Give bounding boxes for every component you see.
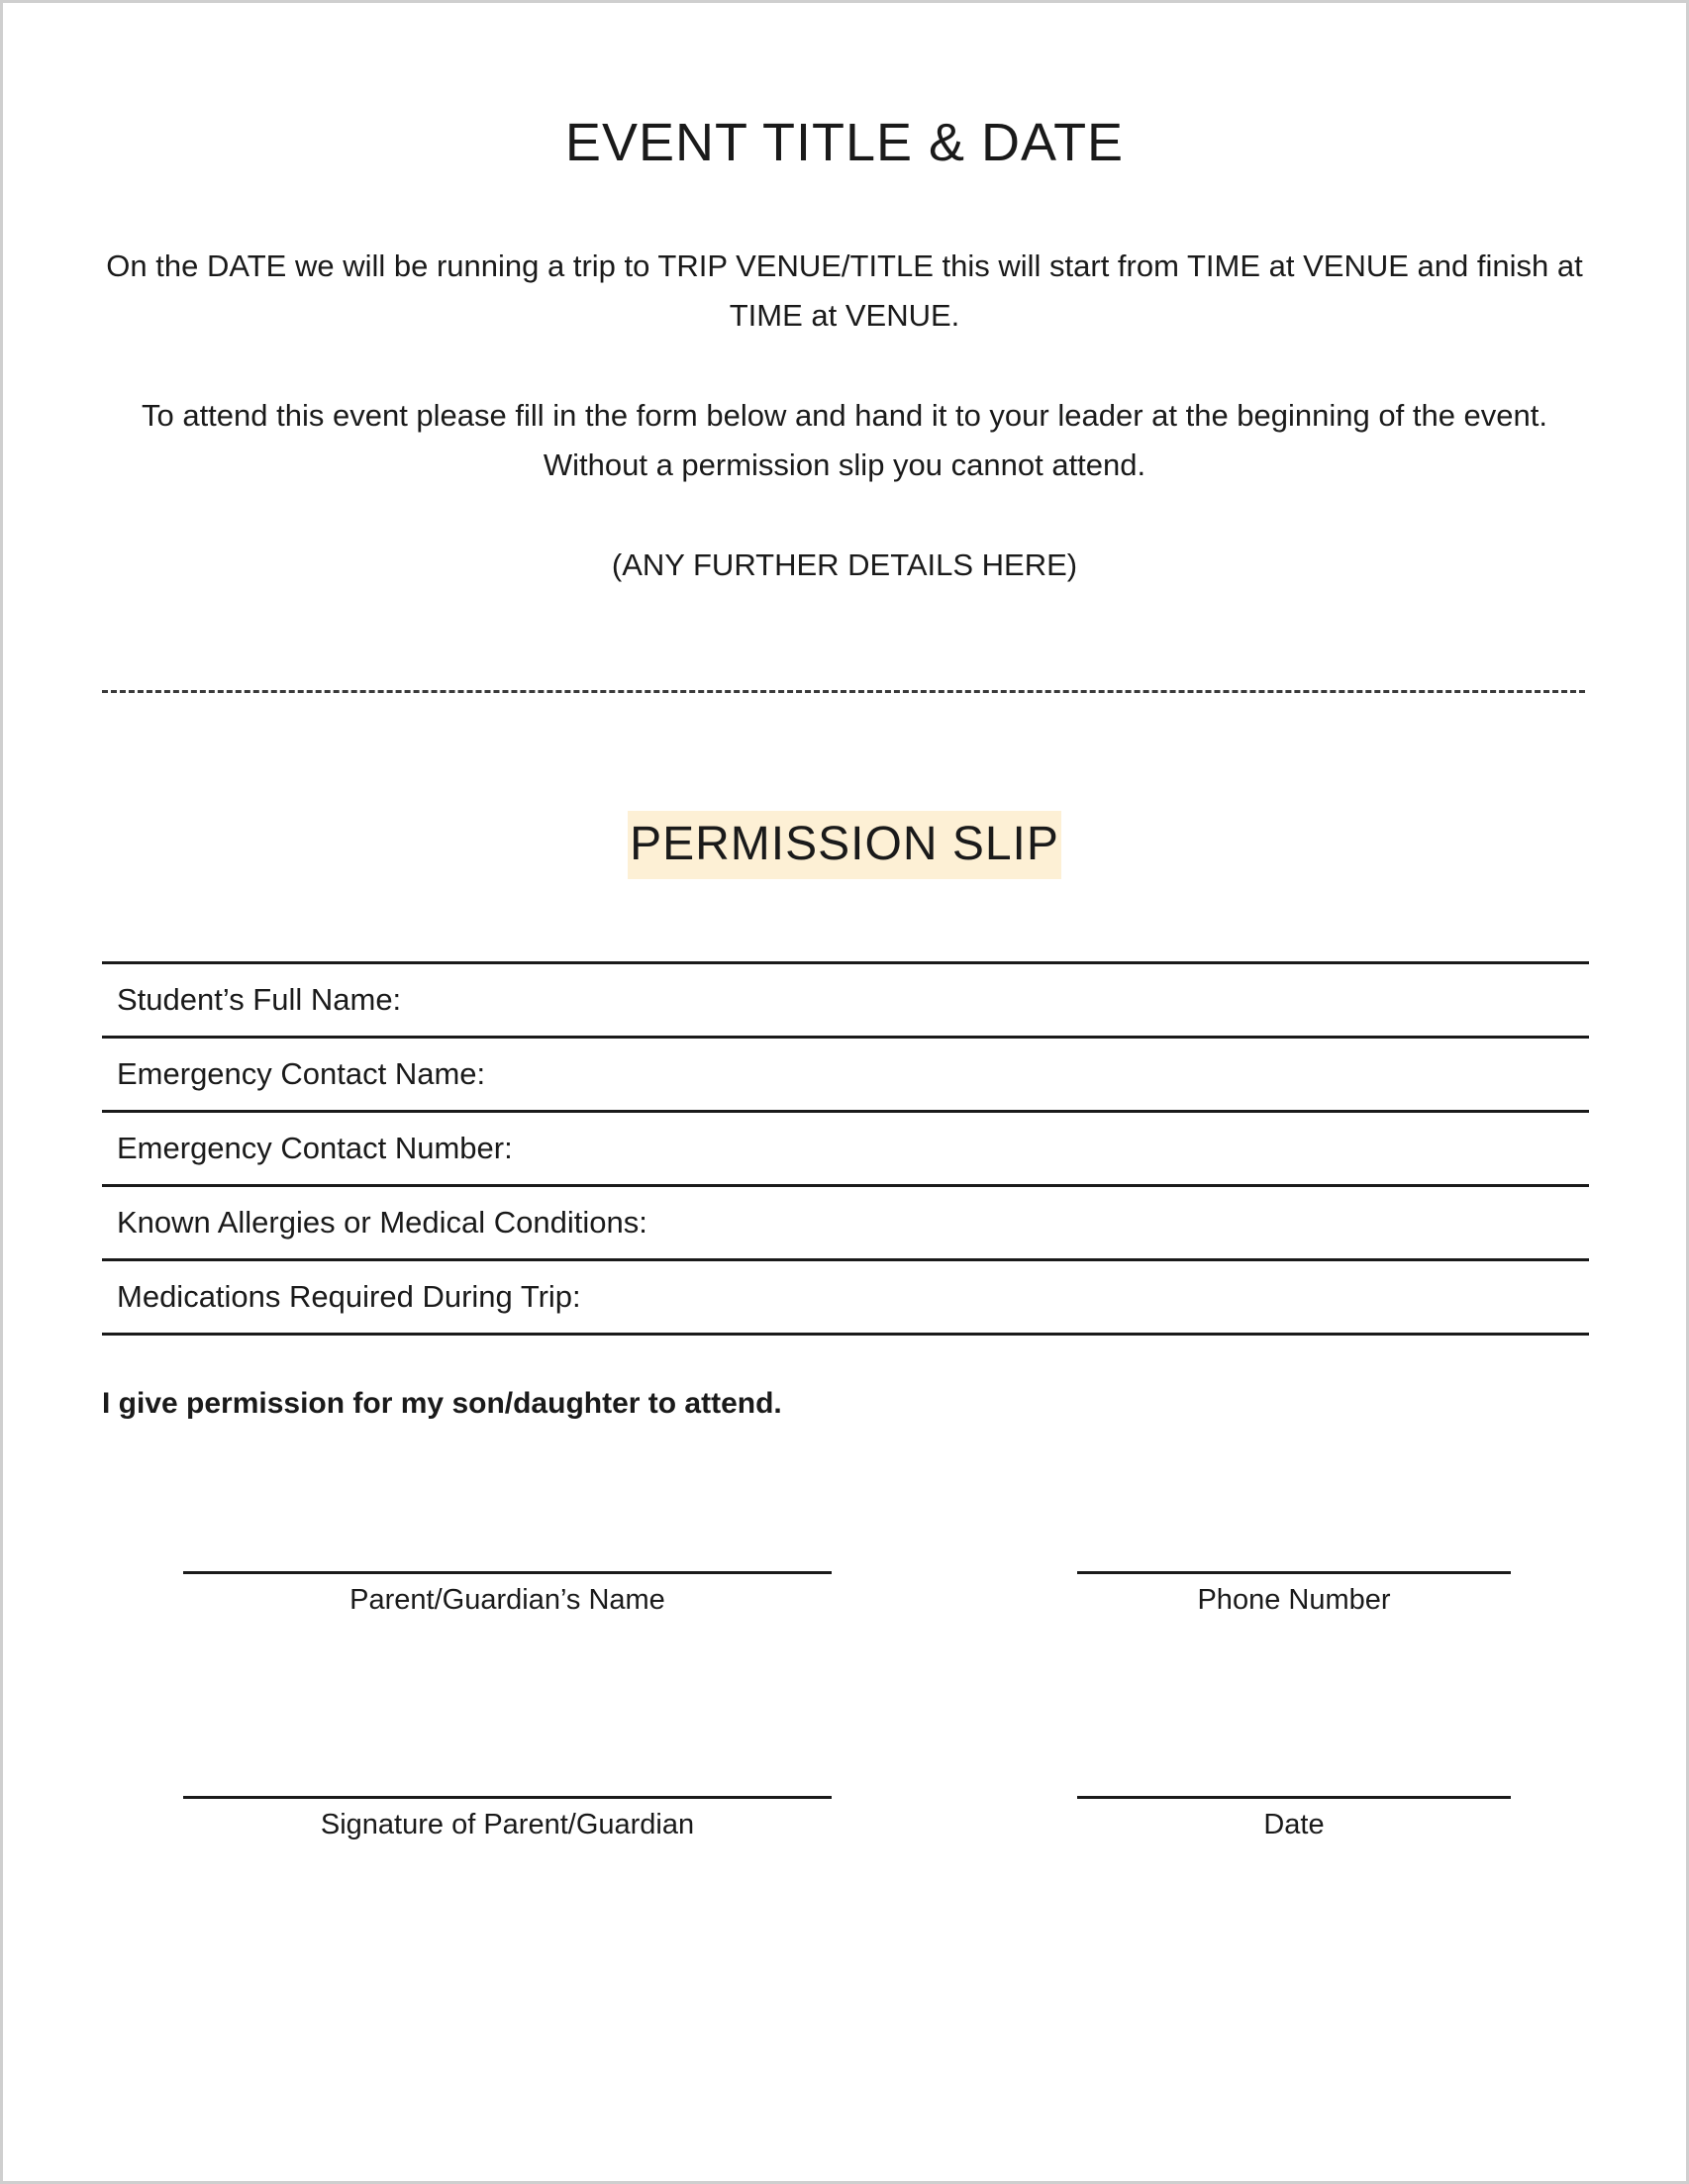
date-caption: Date <box>1263 1809 1325 1840</box>
field-label: Emergency Contact Number: <box>117 1131 513 1165</box>
page-title: EVENT TITLE & DATE <box>564 113 1125 172</box>
field-allergies-medical-conditions[interactable] <box>102 1187 1589 1261</box>
parent-signature-line[interactable] <box>183 1796 832 1799</box>
field-label: Student’s Full Name: <box>117 982 402 1017</box>
phone-number-caption: Phone Number <box>1197 1584 1391 1616</box>
phone-number-signature-block <box>1077 1571 1511 1617</box>
slip-title: PERMISSION SLIP <box>628 811 1061 879</box>
parent-signature-caption: Signature of Parent/Guardian <box>320 1809 695 1840</box>
field-medications-required[interactable] <box>102 1261 1589 1336</box>
field-emergency-contact-name[interactable] <box>102 1039 1589 1113</box>
cut-here-divider <box>102 690 1585 693</box>
parent-signature-block <box>183 1796 832 1841</box>
intro-paragraph-instructions: To attend this event please fill in the form below and hand it to your leader at the beginning of the event. Without a permission slip you cannot attend. <box>141 398 1548 482</box>
date-line[interactable] <box>1077 1796 1511 1799</box>
field-label: Known Allergies or Medical Conditions: <box>117 1205 647 1240</box>
slip-title-container <box>3 811 1686 879</box>
intro-paragraph-trip-details: On the DATE we will be running a trip to TRIP VENUE/TITLE this will start from TIME at VENUE and finish at TIME at VENUE. <box>106 248 1583 333</box>
field-emergency-contact-number[interactable] <box>102 1113 1589 1187</box>
parent-name-signature-block <box>183 1571 832 1617</box>
field-label: Medications Required During Trip: <box>117 1279 581 1314</box>
field-student-full-name[interactable] <box>102 964 1589 1039</box>
phone-number-line[interactable] <box>1077 1571 1511 1574</box>
intro-paragraph-further-details: (ANY FURTHER DETAILS HERE) <box>611 547 1078 582</box>
field-label: Emergency Contact Name: <box>117 1056 486 1091</box>
consent-statement: I give permission for my son/daughter to attend. <box>102 1387 782 1420</box>
parent-name-line[interactable] <box>183 1571 832 1574</box>
date-signature-block <box>1077 1796 1511 1841</box>
slip-fields-table <box>102 961 1589 1336</box>
parent-name-caption: Parent/Guardian’s Name <box>349 1584 665 1616</box>
